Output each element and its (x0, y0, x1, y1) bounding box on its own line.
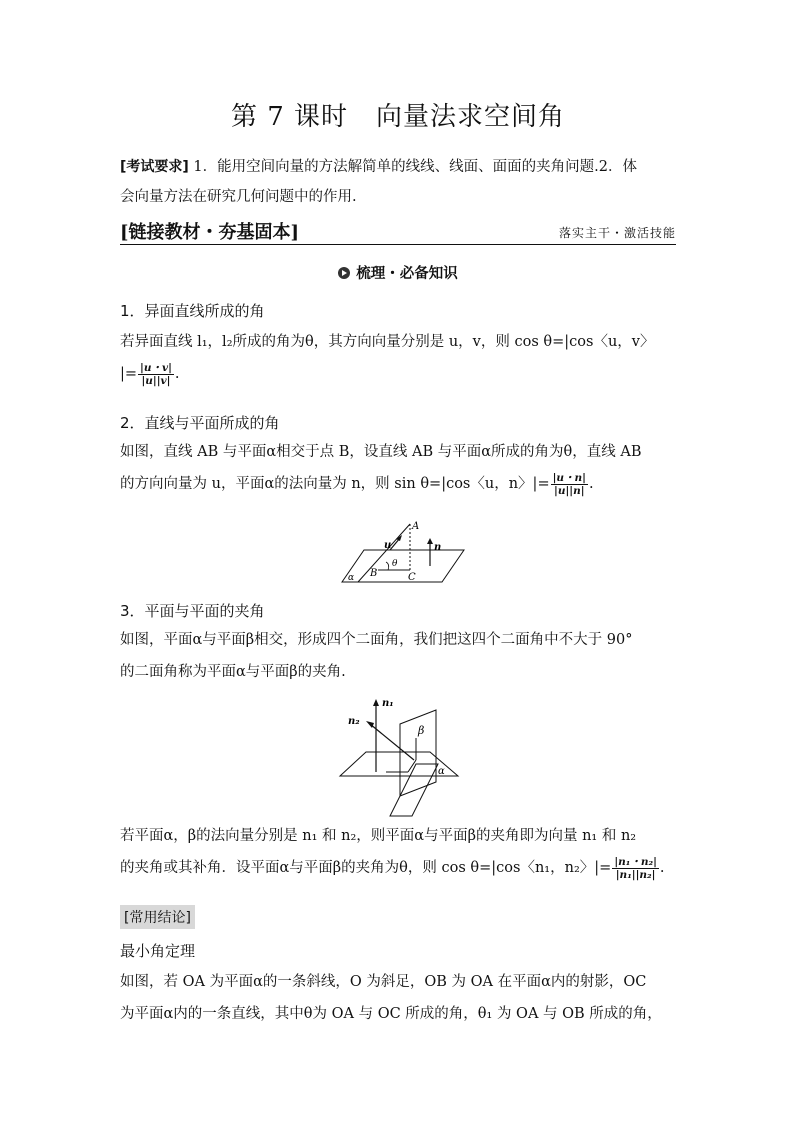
s2-body (120, 436, 676, 500)
lesson-topic: 向量法求空间角 (376, 102, 566, 132)
section-title: [链接教材・夯基固本] (120, 222, 300, 243)
plane-plane-figure (338, 694, 462, 818)
s3-line-2: 的二面角称为平面α与平面β的夹角. (120, 664, 346, 680)
s2-frac-num: |u・n| (552, 471, 587, 484)
s3-line-3: 若平面α，β的法向量分别是 n₁ 和 n₂，则平面α与平面β的夹角即为向量 n₁ 和 n₂ (120, 828, 637, 844)
theta-arc (386, 562, 389, 570)
subheading (120, 262, 676, 283)
s2-line-2: 的方向向量为 u，平面α的法向量为 n，则 sin θ=|cos〈u，n〉|= (120, 476, 550, 492)
s3-suffix: . (659, 860, 665, 876)
vector-n-arrow (427, 538, 433, 544)
label-n2: n₂ (348, 716, 360, 727)
s3-body-bottom (120, 820, 676, 884)
conclusion-label: [常用结论] (120, 905, 195, 929)
s3-heading: 3．平面与平面的夹角 (120, 602, 265, 620)
label-b: B (370, 568, 378, 579)
exam-requirement (120, 152, 676, 212)
s2-heading: 2．直线与平面所成的角 (120, 414, 280, 432)
label-u: u (384, 540, 392, 551)
line-ab (358, 524, 410, 582)
subheading-text: 梳理・必备知识 (356, 266, 458, 282)
vector-n1-arrow (373, 699, 379, 706)
s1-line-2-prefix: |= (120, 366, 138, 382)
label-theta: θ (392, 559, 398, 569)
conclusion-body (120, 966, 676, 1030)
s2-suffix: . (589, 476, 594, 492)
requirement-line-1: 1．能用空间向量的方法解简单的线线、线面、面面的夹角问题.2．体 (193, 159, 637, 175)
vector-n2 (370, 724, 414, 760)
conclusion-heading: 最小角定理 (120, 942, 196, 960)
s2-frac-den: |u||n| (554, 484, 585, 497)
plane-alpha-shape (342, 550, 464, 582)
lesson-number: 第 7 课时 (230, 102, 349, 132)
requirement-tag: [考试要求] (120, 159, 189, 175)
s3-fraction (612, 856, 659, 881)
label-n: n (434, 542, 442, 553)
s2-line-1: 如图，直线 AB 与平面α相交于点 B，设直线 AB 与平面α所成的角为θ，直线 AB (120, 444, 642, 460)
requirement-line-2: 会向量方法在研究几何问题中的作用. (120, 189, 357, 205)
s1-line-2-suffix: . (174, 366, 180, 382)
s3-line-1: 如图，平面α与平面β相交，形成四个二面角，我们把这四个二面角中不大于 90° (120, 632, 633, 648)
label-beta: β (418, 724, 425, 737)
label-a: A (412, 521, 420, 532)
page-title (120, 96, 676, 133)
s3-line-4: 的夹角或其补角．设平面α与平面β的夹角为θ，则 cos θ=|cos〈n₁，n₂〉|= (120, 860, 612, 876)
section-slogan: 落实主干・激活技能 (558, 226, 676, 240)
s3-frac-num: |n₁・n₂| (614, 855, 657, 868)
line-plane-figure (340, 520, 480, 588)
label-alpha: α (438, 766, 445, 777)
play-badge-icon (338, 267, 350, 279)
s1-body (120, 326, 676, 390)
s2-fraction (551, 472, 588, 497)
s1-line-1: 若异面直线 l₁，l₂所成的角为θ，其方向向量分别是 u，v，则 cos θ=|cos〈u，v〉 (120, 334, 655, 350)
s3-body-top (120, 624, 676, 688)
section-bar (120, 218, 676, 245)
label-alpha: α (348, 573, 355, 583)
s1-heading: 1．异面直线所成的角 (120, 302, 265, 320)
s1-frac-num: |u・v| (140, 361, 172, 374)
s1-fraction (138, 362, 174, 387)
label-c: C (408, 572, 416, 583)
label-n1: n₁ (382, 698, 394, 709)
s1-frac-den: |u||v| (141, 374, 171, 387)
conclusion-line-1: 如图，若 OA 为平面α的一条斜线，O 为斜足，OB 为 OA 在平面α内的射影，OC (120, 974, 647, 990)
s3-frac-den: |n₁||n₂| (615, 868, 656, 881)
conclusion-line-2: 为平面α内的一条直线，其中θ为 OA 与 OC 所成的角，θ₁ 为 OA 与 OB 所成的角， (120, 1006, 662, 1022)
